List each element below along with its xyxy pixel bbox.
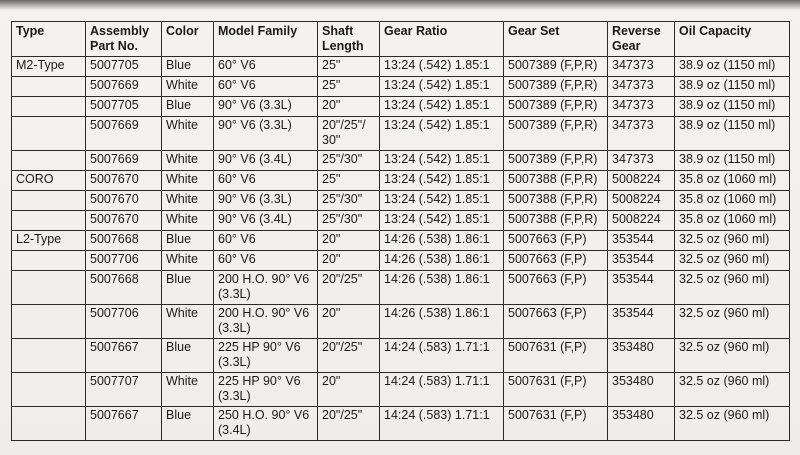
cell-oil-capacity: 38.9 oz (1150 ml) <box>675 77 790 97</box>
cell-gear-ratio: 13:24 (.542) 1.85:1 <box>380 191 504 211</box>
cell-assembly-part-no: 5007667 <box>86 407 162 441</box>
cell-color: Blue <box>162 57 214 77</box>
cell-model-family: 90° V6 (3.4L) <box>214 151 318 171</box>
cell-color: White <box>162 211 214 231</box>
cell-gear-ratio: 13:24 (.542) 1.85:1 <box>380 117 504 151</box>
table-row <box>12 57 790 77</box>
cell-shaft-length: 20" <box>318 97 380 117</box>
table-row <box>12 251 790 271</box>
cell-gear-ratio: 14:24 (.583) 1.71:1 <box>380 373 504 407</box>
cell-model-family: 60° V6 <box>214 77 318 97</box>
cell-color: Blue <box>162 271 214 305</box>
cell-color: Blue <box>162 97 214 117</box>
cell-gear-ratio: 13:24 (.542) 1.85:1 <box>380 57 504 77</box>
cell-gear-ratio: 13:24 (.542) 1.85:1 <box>380 211 504 231</box>
col-header-color: Color <box>162 22 214 57</box>
cell-gear-set: 5007663 (F,P) <box>504 271 608 305</box>
cell-gear-set: 5007663 (F,P) <box>504 251 608 271</box>
table-row <box>12 77 790 97</box>
cell-shaft-length: 20"/25"/ 30" <box>318 117 380 151</box>
cell-gear-ratio: 13:24 (.542) 1.85:1 <box>380 97 504 117</box>
cell-color: Blue <box>162 407 214 441</box>
cell-color: White <box>162 117 214 151</box>
col-header-gear-set: Gear Set <box>504 22 608 57</box>
cell-reverse-gear: 353480 <box>608 373 675 407</box>
cell-model-family: 225 HP 90° V6 (3.3L) <box>214 373 318 407</box>
cell-color: Blue <box>162 339 214 373</box>
cell-type <box>12 117 86 151</box>
table-row <box>12 231 790 251</box>
cell-color: White <box>162 191 214 211</box>
cell-oil-capacity: 38.9 oz (1150 ml) <box>675 57 790 77</box>
cell-oil-capacity: 32.5 oz (960 ml) <box>675 305 790 339</box>
table-row <box>12 97 790 117</box>
cell-color: White <box>162 171 214 191</box>
table-row <box>12 305 790 339</box>
col-header-type: Type <box>12 22 86 57</box>
cell-gear-ratio: 13:24 (.542) 1.85:1 <box>380 171 504 191</box>
header-row <box>12 22 790 57</box>
cell-type <box>12 97 86 117</box>
cell-assembly-part-no: 5007668 <box>86 271 162 305</box>
cell-model-family: 60° V6 <box>214 231 318 251</box>
cell-shaft-length: 20" <box>318 373 380 407</box>
cell-type: CORO <box>12 171 86 191</box>
cell-type <box>12 339 86 373</box>
cell-gear-set: 5007631 (F,P) <box>504 407 608 441</box>
cell-shaft-length: 25" <box>318 57 380 77</box>
cell-reverse-gear: 347373 <box>608 77 675 97</box>
col-header-reverse-gear: Reverse Gear <box>608 22 675 57</box>
cell-oil-capacity: 32.5 oz (960 ml) <box>675 271 790 305</box>
cell-shaft-length: 20" <box>318 231 380 251</box>
cell-gear-ratio: 14:24 (.583) 1.71:1 <box>380 339 504 373</box>
cell-model-family: 60° V6 <box>214 57 318 77</box>
cell-gear-ratio: 13:24 (.542) 1.85:1 <box>380 77 504 97</box>
cell-gear-ratio: 14:26 (.538) 1.86:1 <box>380 231 504 251</box>
cell-reverse-gear: 5008224 <box>608 191 675 211</box>
cell-reverse-gear: 353544 <box>608 231 675 251</box>
cell-type <box>12 305 86 339</box>
cell-assembly-part-no: 5007669 <box>86 117 162 151</box>
table-row <box>12 191 790 211</box>
cell-reverse-gear: 347373 <box>608 151 675 171</box>
cell-shaft-length: 25"/30" <box>318 191 380 211</box>
cell-reverse-gear: 347373 <box>608 97 675 117</box>
col-header-assembly-part-no: Assembly Part No. <box>86 22 162 57</box>
cell-gear-set: 5007388 (F,P,R) <box>504 191 608 211</box>
cell-type <box>12 151 86 171</box>
cell-reverse-gear: 347373 <box>608 57 675 77</box>
col-header-gear-ratio: Gear Ratio <box>380 22 504 57</box>
cell-oil-capacity: 35.8 oz (1060 ml) <box>675 191 790 211</box>
cell-assembly-part-no: 5007670 <box>86 191 162 211</box>
cell-oil-capacity: 35.8 oz (1060 ml) <box>675 171 790 191</box>
cell-model-family: 90° V6 (3.3L) <box>214 97 318 117</box>
cell-oil-capacity: 38.9 oz (1150 ml) <box>675 117 790 151</box>
cell-oil-capacity: 32.5 oz (960 ml) <box>675 373 790 407</box>
cell-oil-capacity: 38.9 oz (1150 ml) <box>675 97 790 117</box>
cell-gear-set: 5007389 (F,P,R) <box>504 151 608 171</box>
cell-gear-set: 5007663 (F,P) <box>504 305 608 339</box>
cell-model-family: 90° V6 (3.3L) <box>214 117 318 151</box>
cell-assembly-part-no: 5007706 <box>86 305 162 339</box>
cell-model-family: 60° V6 <box>214 251 318 271</box>
cell-color: White <box>162 77 214 97</box>
col-header-shaft-length: Shaft Length <box>318 22 380 57</box>
cell-assembly-part-no: 5007669 <box>86 151 162 171</box>
cell-shaft-length: 20"/25" <box>318 407 380 441</box>
cell-reverse-gear: 347373 <box>608 117 675 151</box>
table-row <box>12 271 790 305</box>
cell-model-family: 250 H.O. 90° V6 (3.4L) <box>214 407 318 441</box>
cell-shaft-length: 20"/25" <box>318 271 380 305</box>
table-row <box>12 339 790 373</box>
cell-assembly-part-no: 5007706 <box>86 251 162 271</box>
cell-type <box>12 373 86 407</box>
cell-gear-set: 5007631 (F,P) <box>504 339 608 373</box>
cell-gear-set: 5007388 (F,P,R) <box>504 211 608 231</box>
cell-oil-capacity: 38.9 oz (1150 ml) <box>675 151 790 171</box>
col-header-oil-capacity: Oil Capacity <box>675 22 790 57</box>
cell-reverse-gear: 5008224 <box>608 211 675 231</box>
col-header-model-family: Model Family <box>214 22 318 57</box>
cell-type <box>12 191 86 211</box>
cell-gear-ratio: 14:26 (.538) 1.86:1 <box>380 305 504 339</box>
table-row <box>12 151 790 171</box>
table-body <box>12 57 790 441</box>
cell-color: White <box>162 305 214 339</box>
cell-shaft-length: 20" <box>318 251 380 271</box>
cell-assembly-part-no: 5007670 <box>86 211 162 231</box>
cell-reverse-gear: 353480 <box>608 339 675 373</box>
cell-oil-capacity: 32.5 oz (960 ml) <box>675 407 790 441</box>
cell-color: White <box>162 251 214 271</box>
scan-shadow-edge <box>0 0 800 10</box>
cell-model-family: 200 H.O. 90° V6 (3.3L) <box>214 305 318 339</box>
cell-oil-capacity: 32.5 oz (960 ml) <box>675 231 790 251</box>
cell-gear-set: 5007389 (F,P,R) <box>504 97 608 117</box>
cell-shaft-length: 25"/30" <box>318 151 380 171</box>
cell-shaft-length: 25"/30" <box>318 211 380 231</box>
cell-assembly-part-no: 5007705 <box>86 57 162 77</box>
cell-type <box>12 77 86 97</box>
cell-model-family: 90° V6 (3.3L) <box>214 191 318 211</box>
table-row <box>12 373 790 407</box>
cell-shaft-length: 20" <box>318 305 380 339</box>
cell-shaft-length: 25" <box>318 171 380 191</box>
cell-model-family: 90° V6 (3.4L) <box>214 211 318 231</box>
cell-type <box>12 251 86 271</box>
cell-shaft-length: 25" <box>318 77 380 97</box>
cell-model-family: 225 HP 90° V6 (3.3L) <box>214 339 318 373</box>
cell-reverse-gear: 353544 <box>608 251 675 271</box>
table-row <box>12 211 790 231</box>
cell-type <box>12 407 86 441</box>
cell-gear-set: 5007631 (F,P) <box>504 373 608 407</box>
cell-type: L2-Type <box>12 231 86 251</box>
cell-assembly-part-no: 5007705 <box>86 97 162 117</box>
cell-gear-set: 5007389 (F,P,R) <box>504 57 608 77</box>
cell-shaft-length: 20"/25" <box>318 339 380 373</box>
gearcase-spec-table <box>11 21 790 441</box>
cell-gear-set: 5007389 (F,P,R) <box>504 117 608 151</box>
cell-reverse-gear: 353544 <box>608 271 675 305</box>
cell-type <box>12 211 86 231</box>
cell-oil-capacity: 35.8 oz (1060 ml) <box>675 211 790 231</box>
cell-assembly-part-no: 5007707 <box>86 373 162 407</box>
cell-color: Blue <box>162 231 214 251</box>
cell-assembly-part-no: 5007668 <box>86 231 162 251</box>
cell-assembly-part-no: 5007669 <box>86 77 162 97</box>
table-row <box>12 117 790 151</box>
cell-oil-capacity: 32.5 oz (960 ml) <box>675 251 790 271</box>
cell-gear-set: 5007663 (F,P) <box>504 231 608 251</box>
cell-gear-set: 5007388 (F,P,R) <box>504 171 608 191</box>
cell-color: White <box>162 373 214 407</box>
cell-reverse-gear: 353480 <box>608 407 675 441</box>
cell-reverse-gear: 5008224 <box>608 171 675 191</box>
cell-gear-ratio: 14:26 (.538) 1.86:1 <box>380 251 504 271</box>
cell-model-family: 200 H.O. 90° V6 (3.3L) <box>214 271 318 305</box>
cell-oil-capacity: 32.5 oz (960 ml) <box>675 339 790 373</box>
cell-gear-ratio: 14:24 (.583) 1.71:1 <box>380 407 504 441</box>
cell-gear-ratio: 13:24 (.542) 1.85:1 <box>380 151 504 171</box>
table-row <box>12 171 790 191</box>
cell-type <box>12 271 86 305</box>
cell-gear-ratio: 14:26 (.538) 1.86:1 <box>380 271 504 305</box>
cell-model-family: 60° V6 <box>214 171 318 191</box>
table-row <box>12 407 790 441</box>
cell-gear-set: 5007389 (F,P,R) <box>504 77 608 97</box>
cell-assembly-part-no: 5007667 <box>86 339 162 373</box>
cell-reverse-gear: 353544 <box>608 305 675 339</box>
cell-type: M2-Type <box>12 57 86 77</box>
cell-color: White <box>162 151 214 171</box>
cell-assembly-part-no: 5007670 <box>86 171 162 191</box>
